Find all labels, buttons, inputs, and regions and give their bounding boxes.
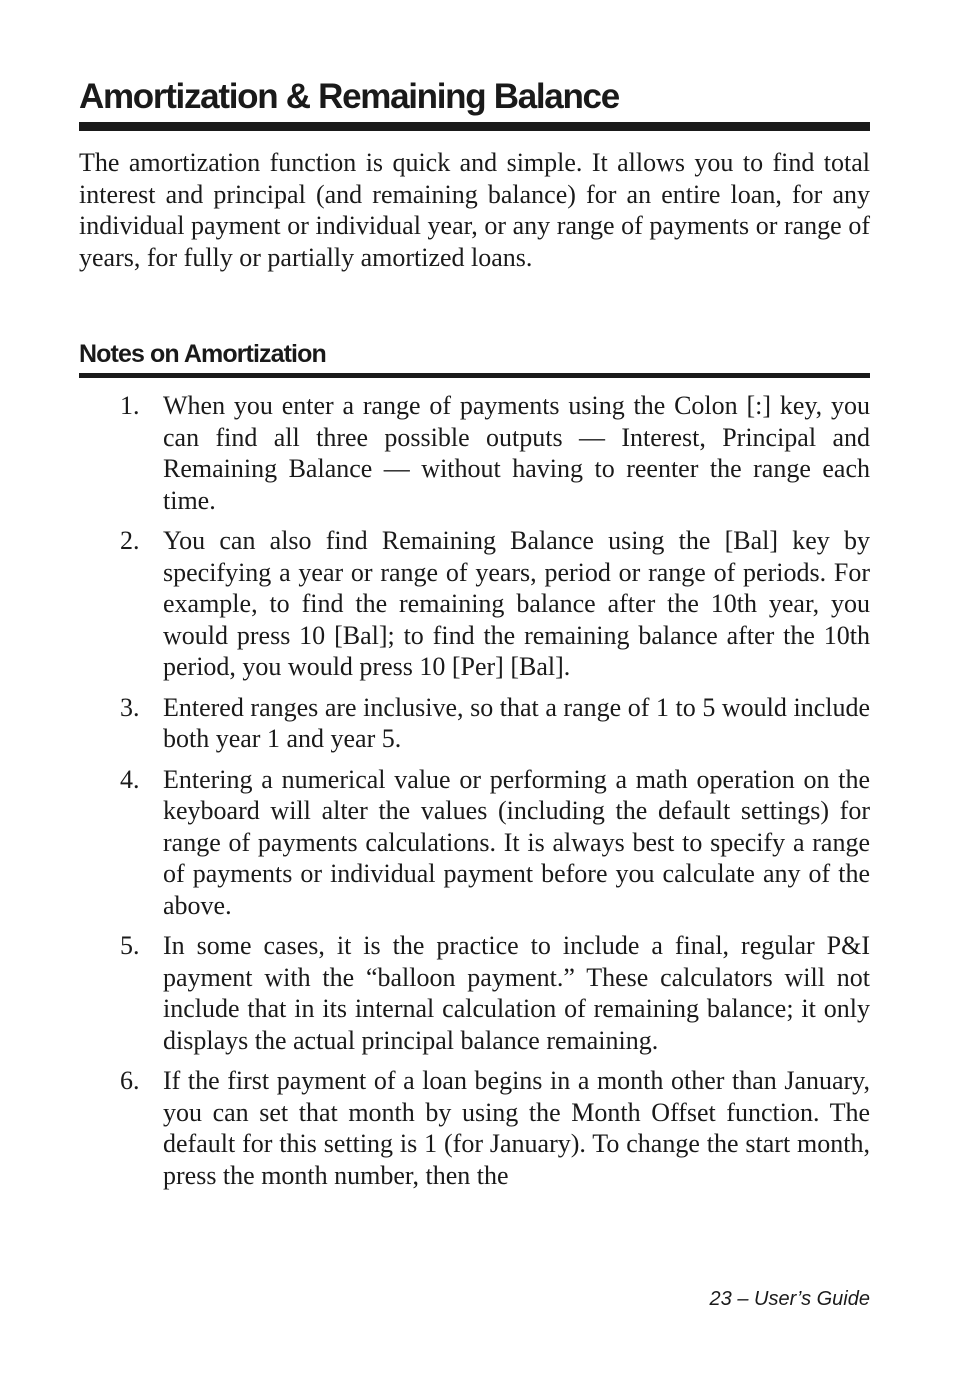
note-item xyxy=(79,1065,870,1191)
note-number: 4. xyxy=(120,764,140,794)
notes-list xyxy=(79,390,870,1200)
page-title: Amortization & Remaining Balance xyxy=(79,77,619,116)
title-rule xyxy=(79,122,870,131)
note-text: If the first payment of a loan begins in a month other than January, you can set that month by using the Month Offset function. The default for this setting is 1 (for January). To change the start month, press the month number, then the xyxy=(163,1066,870,1190)
section-rule xyxy=(79,373,870,378)
page-footer: 23 – User’s Guide xyxy=(709,1288,870,1310)
note-text: Entering a numerical value or performing a math operation on the keyboard will alter the values (including the default settings) for range of payments calculations. It is always best to specify a range of payments or individual payment before you calculate any of the above. xyxy=(163,764,870,920)
note-item xyxy=(79,930,870,1056)
note-number: 6. xyxy=(120,1066,140,1095)
note-number: 5. xyxy=(120,931,140,960)
note-text: In some cases, it is the practice to include a final, regular P&I payment with the “balloon payment.” These calculators will not include that in its internal calculation of remaining balance; it only displays the actual principal balance remaining. xyxy=(163,931,870,1055)
note-number: 2. xyxy=(120,526,140,555)
note-text: You can also find Remaining Balance using the [Bal] key by specifying a year or range of years, period or range of periods. For example, to find the remaining balance after the 10th year, you would press 10 [Bal]; to find the remaining balance after the 10th period, you would press 10 [Per] [Bal]. xyxy=(163,526,870,681)
note-item xyxy=(79,692,870,755)
note-item xyxy=(79,764,870,922)
note-number: 1. xyxy=(120,391,140,420)
note-item xyxy=(79,390,870,516)
section-heading: Notes on Amortization xyxy=(79,340,326,368)
note-text: Entered ranges are inclusive, so that a range of 1 to 5 would include both year 1 and year 5. xyxy=(163,692,870,753)
intro-paragraph: The amortization function is quick and simple. It allows you to find total interest and principal (and remaining balance) for an entire loan, for any individual payment or individual year, or any range of payments or range of years, for fully or partially amortized loans. xyxy=(79,148,870,272)
note-item xyxy=(79,525,870,683)
note-number: 3. xyxy=(120,692,140,722)
note-text: When you enter a range of payments using the Colon [:] key, you can find all three possible outputs — Interest, Principal and Remaining Balance — without having to reenter the range each time. xyxy=(163,391,870,515)
